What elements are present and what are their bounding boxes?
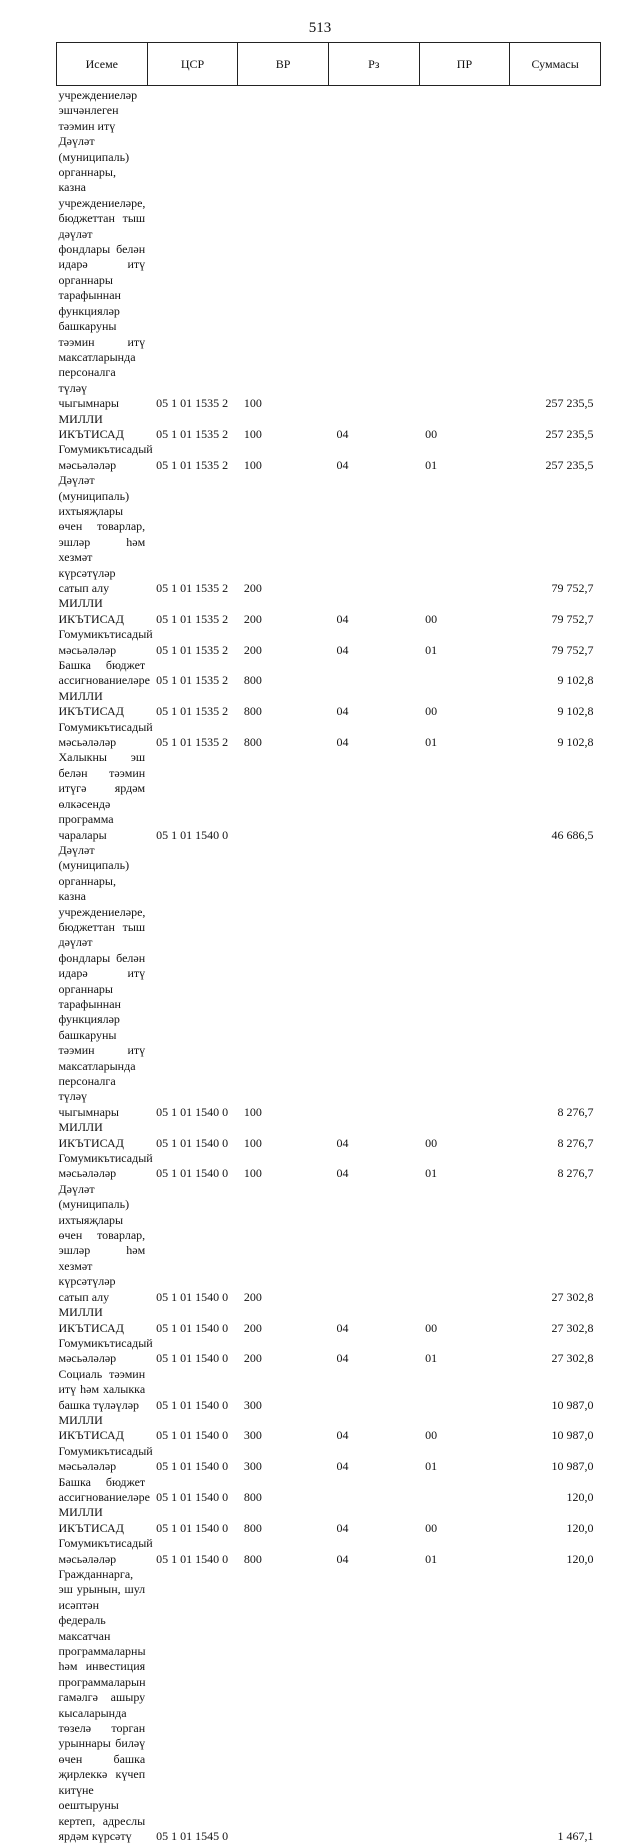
row-csr: 05 1 01 1540 0 — [147, 1413, 238, 1444]
row-rz: 04 — [328, 442, 419, 473]
row-vr: 300 — [238, 1367, 329, 1413]
row-name: МИЛЛИ ИКЪТИСАД — [57, 412, 148, 443]
row-pr: 01 — [419, 1151, 510, 1182]
row-rz: 04 — [328, 1151, 419, 1182]
row-csr: 05 1 01 1540 0 — [147, 1475, 238, 1506]
row-rz — [328, 843, 419, 1120]
row-pr: 01 — [419, 627, 510, 658]
row-sum: 8 276,7 — [510, 1120, 601, 1151]
row-vr: 300 — [238, 1444, 329, 1475]
row-name: Гомумикътисадый мәсьәләләр — [57, 720, 148, 751]
table-row — [57, 412, 601, 443]
row-csr: 05 1 01 1540 0 — [147, 1120, 238, 1151]
row-name: Социаль тәэмин итү һәм халыкка башка түләүләр — [57, 1367, 148, 1413]
row-name: МИЛЛИ ИКЪТИСАД — [57, 689, 148, 720]
row-rz: 04 — [328, 689, 419, 720]
row-vr: 100 — [238, 1120, 329, 1151]
row-pr: 00 — [419, 1505, 510, 1536]
header-name: Исеме — [57, 43, 148, 86]
row-sum: 257 235,5 — [510, 412, 601, 443]
table-row — [57, 1536, 601, 1567]
table-row — [57, 1182, 601, 1305]
row-sum: 27 302,8 — [510, 1305, 601, 1336]
row-sum: 27 302,8 — [510, 1182, 601, 1305]
row-csr: 05 1 01 1545 0 — [147, 1567, 238, 1844]
row-pr — [419, 658, 510, 689]
header-csr: ЦСР — [147, 43, 238, 86]
row-sum: 79 752,7 — [510, 473, 601, 596]
row-csr: 05 1 01 1540 0 — [147, 1444, 238, 1475]
table-row — [57, 720, 601, 751]
row-pr — [419, 750, 510, 842]
row-rz — [328, 1182, 419, 1305]
row-sum: 257 235,5 — [510, 442, 601, 473]
table-row — [57, 1444, 601, 1475]
row-csr: 05 1 01 1535 2 — [147, 134, 238, 411]
row-name: Дәүләт (муниципаль) органнары, казна учреждениеләре, бюджеттан тыш дәүләт фондлары белән идарә итү органнары тарафыннан функцияләр башкаруны тәэмин итү максатларында персоналга түләү чыгымнары — [57, 134, 148, 411]
table-row — [57, 1413, 601, 1444]
table-row — [57, 627, 601, 658]
row-rz — [328, 473, 419, 596]
row-rz — [328, 658, 419, 689]
table-body — [57, 86, 601, 1844]
row-sum: 46 686,5 — [510, 750, 601, 842]
row-sum: 79 752,7 — [510, 596, 601, 627]
table-row — [57, 1305, 601, 1336]
header-sum: Суммасы — [510, 43, 601, 86]
table-row — [57, 1367, 601, 1413]
budget-table — [56, 42, 601, 1844]
row-vr: 200 — [238, 596, 329, 627]
row-vr — [238, 1567, 329, 1844]
row-rz: 04 — [328, 1120, 419, 1151]
row-sum: 27 302,8 — [510, 1336, 601, 1367]
table-row — [57, 843, 601, 1120]
row-vr: 200 — [238, 1336, 329, 1367]
row-name: Халыкны эш белән тәэмин итүгә ярдәм өлкәсендә программа чаралары — [57, 750, 148, 842]
row-pr: 00 — [419, 412, 510, 443]
row-name: МИЛЛИ ИКЪТИСАД — [57, 1305, 148, 1336]
table-row — [57, 750, 601, 842]
row-vr: 800 — [238, 1505, 329, 1536]
row-vr — [238, 86, 329, 135]
row-pr: 00 — [419, 1413, 510, 1444]
row-rz: 04 — [328, 1536, 419, 1567]
row-sum: 10 987,0 — [510, 1413, 601, 1444]
table-row — [57, 86, 601, 135]
row-rz: 04 — [328, 1305, 419, 1336]
row-name: МИЛЛИ ИКЪТИСАД — [57, 596, 148, 627]
row-rz: 04 — [328, 1413, 419, 1444]
row-rz: 04 — [328, 1336, 419, 1367]
row-name: Дәүләт (муниципаль) ихтыяҗлары өчен товарлар, эшләр һәм хезмәт күрсәтүләр сатып алу — [57, 473, 148, 596]
row-name: Гомумикътисадый мәсьәләләр — [57, 442, 148, 473]
row-name: Гомумикътисадый мәсьәләләр — [57, 1444, 148, 1475]
row-name: Башка бюджет ассигнованиеләре — [57, 1475, 148, 1506]
row-name: учреждениеләр эшчәнлеген тәэмин итү — [57, 86, 148, 135]
row-pr: 01 — [419, 720, 510, 751]
row-pr: 01 — [419, 442, 510, 473]
row-name: Гомумикътисадый мәсьәләләр — [57, 1151, 148, 1182]
row-sum: 1 467,1 — [510, 1567, 601, 1844]
row-csr: 05 1 01 1540 0 — [147, 843, 238, 1120]
table-row — [57, 134, 601, 411]
row-csr: 05 1 01 1535 2 — [147, 412, 238, 443]
row-pr — [419, 1367, 510, 1413]
row-csr: 05 1 01 1535 2 — [147, 720, 238, 751]
table-row — [57, 442, 601, 473]
row-csr: 05 1 01 1540 0 — [147, 1536, 238, 1567]
row-sum: 10 987,0 — [510, 1444, 601, 1475]
row-pr: 01 — [419, 1536, 510, 1567]
row-sum: 9 102,8 — [510, 720, 601, 751]
row-rz: 04 — [328, 627, 419, 658]
row-sum: 8 276,7 — [510, 1151, 601, 1182]
row-csr: 05 1 01 1535 2 — [147, 473, 238, 596]
row-csr: 05 1 01 1535 2 — [147, 596, 238, 627]
table-row — [57, 658, 601, 689]
row-pr: 01 — [419, 1336, 510, 1367]
row-vr: 200 — [238, 1182, 329, 1305]
row-vr — [238, 750, 329, 842]
header-vr: ВР — [238, 43, 329, 86]
row-name: Гражданнарга, эш урынын, шул исәптән федераль максатчан программаларны һәм инвестиция программаларын гамәлгә ашыру кысаларында төзелә торган урыннары биләү өчен башка җирлеккә күчеп китүне оештыруны кертеп, адреслы ярдәм күрсәтү — [57, 1567, 148, 1844]
row-pr — [419, 1475, 510, 1506]
row-csr: 05 1 01 1540 0 — [147, 750, 238, 842]
row-pr: 01 — [419, 1444, 510, 1475]
row-csr — [147, 86, 238, 135]
table-header-row — [57, 43, 601, 86]
row-rz: 04 — [328, 720, 419, 751]
row-csr: 05 1 01 1535 2 — [147, 658, 238, 689]
row-rz — [328, 86, 419, 135]
header-rz: Рз — [328, 43, 419, 86]
row-vr: 100 — [238, 442, 329, 473]
row-vr: 100 — [238, 134, 329, 411]
row-vr: 800 — [238, 1536, 329, 1567]
row-vr: 200 — [238, 1305, 329, 1336]
row-rz: 04 — [328, 1505, 419, 1536]
row-vr: 800 — [238, 720, 329, 751]
row-sum: 9 102,8 — [510, 689, 601, 720]
table-row — [57, 1151, 601, 1182]
row-vr: 200 — [238, 627, 329, 658]
header-pr: ПР — [419, 43, 510, 86]
row-rz: 04 — [328, 1444, 419, 1475]
row-csr: 05 1 01 1540 0 — [147, 1505, 238, 1536]
row-rz — [328, 1367, 419, 1413]
row-name: Гомумикътисадый мәсьәләләр — [57, 1536, 148, 1567]
row-rz: 04 — [328, 596, 419, 627]
table-row — [57, 596, 601, 627]
table-row — [57, 1505, 601, 1536]
row-pr: 00 — [419, 596, 510, 627]
row-vr: 100 — [238, 1151, 329, 1182]
row-rz — [328, 750, 419, 842]
row-pr — [419, 134, 510, 411]
row-pr: 00 — [419, 1120, 510, 1151]
table-row — [57, 1475, 601, 1506]
table-row — [57, 1567, 601, 1844]
row-name: МИЛЛИ ИКЪТИСАД — [57, 1505, 148, 1536]
row-rz — [328, 1475, 419, 1506]
row-sum: 10 987,0 — [510, 1367, 601, 1413]
row-name: Башка бюджет ассигнованиеләре — [57, 658, 148, 689]
row-name: Дәүләт (муниципаль) ихтыяҗлары өчен товарлар, эшләр һәм хезмәт күрсәтүләр сатып алу — [57, 1182, 148, 1305]
row-name: Дәүләт (муниципаль) органнары, казна учреждениеләре, бюджеттан тыш дәүләт фондлары белән идарә итү органнары тарафыннан функцияләр башкаруны тәэмин итү максатларында персоналга түләү чыгымнары — [57, 843, 148, 1120]
table-row — [57, 1120, 601, 1151]
row-name: Гомумикътисадый мәсьәләләр — [57, 1336, 148, 1367]
row-sum: 9 102,8 — [510, 658, 601, 689]
row-pr — [419, 1567, 510, 1844]
row-name: МИЛЛИ ИКЪТИСАД — [57, 1413, 148, 1444]
row-name: Гомумикътисадый мәсьәләләр — [57, 627, 148, 658]
row-sum: 120,0 — [510, 1505, 601, 1536]
row-pr — [419, 843, 510, 1120]
table-row — [57, 1336, 601, 1367]
row-sum: 120,0 — [510, 1536, 601, 1567]
row-sum — [510, 86, 601, 135]
row-pr: 00 — [419, 689, 510, 720]
row-csr: 05 1 01 1535 2 — [147, 627, 238, 658]
row-pr — [419, 473, 510, 596]
row-csr: 05 1 01 1535 2 — [147, 442, 238, 473]
row-vr: 100 — [238, 843, 329, 1120]
row-sum: 120,0 — [510, 1475, 601, 1506]
row-vr: 800 — [238, 1475, 329, 1506]
row-vr: 800 — [238, 658, 329, 689]
row-csr: 05 1 01 1535 2 — [147, 689, 238, 720]
row-vr: 800 — [238, 689, 329, 720]
row-name: МИЛЛИ ИКЪТИСАД — [57, 1120, 148, 1151]
row-sum: 8 276,7 — [510, 843, 601, 1120]
row-pr — [419, 1182, 510, 1305]
table-row — [57, 473, 601, 596]
row-rz: 04 — [328, 412, 419, 443]
row-pr — [419, 86, 510, 135]
row-vr: 300 — [238, 1413, 329, 1444]
page-number: 513 — [0, 20, 640, 37]
row-rz — [328, 1567, 419, 1844]
row-csr: 05 1 01 1540 0 — [147, 1336, 238, 1367]
table-row — [57, 689, 601, 720]
row-sum: 257 235,5 — [510, 134, 601, 411]
row-vr: 200 — [238, 473, 329, 596]
row-csr: 05 1 01 1540 0 — [147, 1305, 238, 1336]
row-csr: 05 1 01 1540 0 — [147, 1182, 238, 1305]
row-sum: 79 752,7 — [510, 627, 601, 658]
row-pr: 00 — [419, 1305, 510, 1336]
row-csr: 05 1 01 1540 0 — [147, 1151, 238, 1182]
row-csr: 05 1 01 1540 0 — [147, 1367, 238, 1413]
row-vr: 100 — [238, 412, 329, 443]
row-rz — [328, 134, 419, 411]
